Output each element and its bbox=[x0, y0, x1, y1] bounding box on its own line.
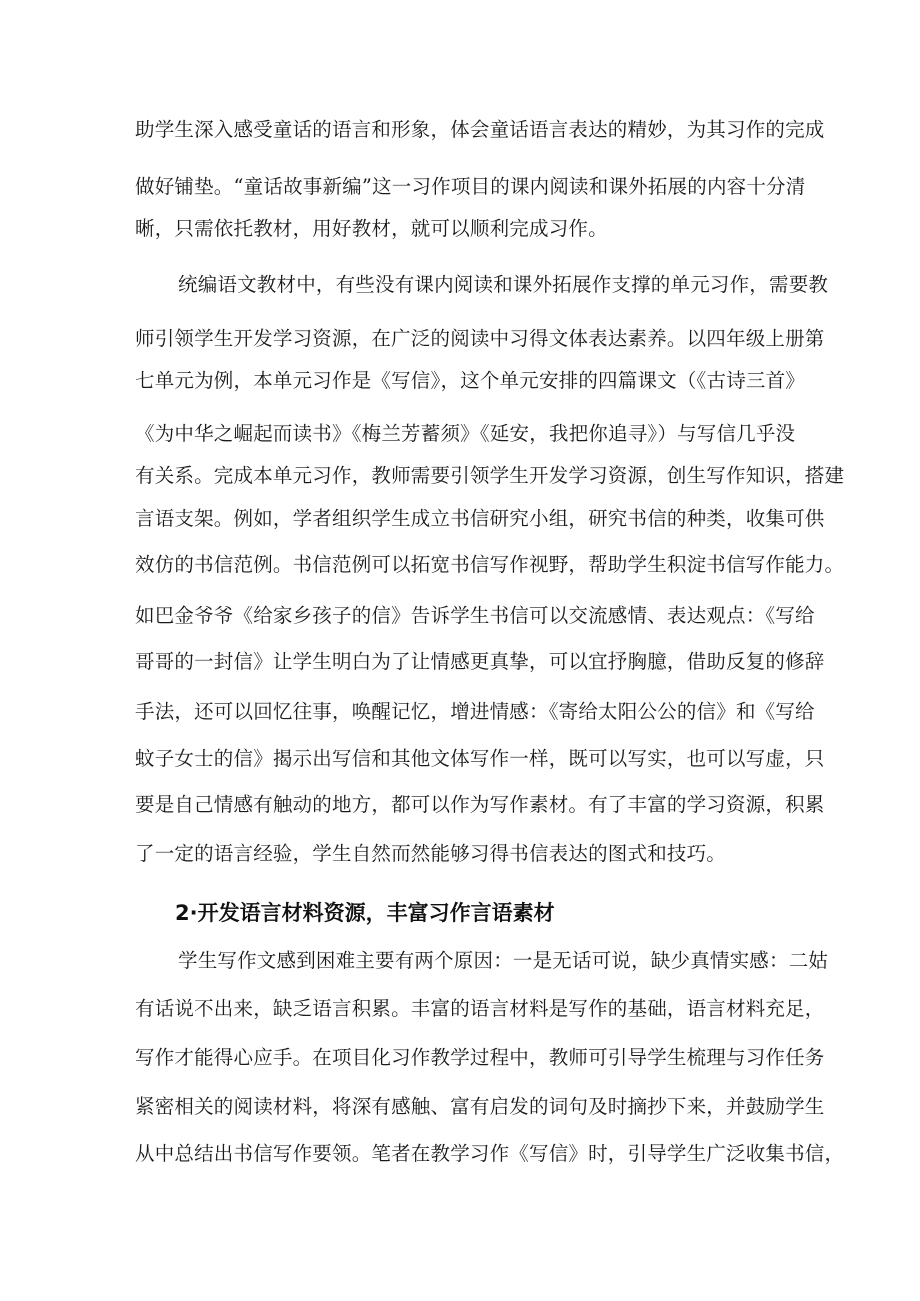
paragraph-2-line-7: 效仿的书信范例。书信范例可以拓宽书信写作视野，帮助学生积淀书信写作能力。 bbox=[135, 553, 845, 576]
paragraph-2-line-6: 言语支架。例如，学者组织学生成立书信研究小组，研究书信的种类，收集可供 bbox=[135, 507, 825, 530]
paragraph-2-line-5: 有关系。完成本单元习作，教师需要引领学生开发学习资源，创生写作知识，搭建 bbox=[135, 464, 845, 487]
paragraph-2-line-2: 师引领学生开发学习资源，在广泛的阅读中习得文体表达素养。以四年级上册第 bbox=[135, 327, 825, 350]
paragraph-2-line-1: 统编语文教材中，有些没有课内阅读和课外拓展作支撑的单元习作，需要教 bbox=[178, 273, 829, 296]
paragraph-2-line-9: 哥哥的一封信》让学生明白为了让情感更真挚，可以宜抒胸臆，借助反复的修辞 bbox=[135, 650, 825, 673]
paragraph-2-line-3: 七单元为例，本单元习作是《写信》，这个单元安排的四篇课文（《古诗三首》 bbox=[135, 369, 806, 392]
paragraph-1-line-2: 做好铺垫。“童话故事新编”这一习作项目的课内阅读和课外拓展的内容十分清 bbox=[135, 175, 806, 198]
paragraph-2-line-11: 蚊子女士的信》揭示出写信和其他文体写作一样，既可以写实，也可以写虚，只 bbox=[135, 747, 825, 770]
paragraph-3-line-3: 写作才能得心应手。在项目化习作教学过程中，教师可引导学生梳理与习作任务 bbox=[135, 1046, 825, 1069]
paragraph-3-line-2: 有话说不出来，缺乏语言积累。丰富的语言材料是写作的基础，语言材料充足， bbox=[135, 997, 825, 1020]
paragraph-3-line-4: 紧密相关的阅读材料，将深有感触、富有启发的词句及时摘抄下来，并鼓励学生 bbox=[135, 1095, 825, 1118]
paragraph-1-line-3: 晰，只需依托教材，用好教材，就可以顺利完成习作。 bbox=[135, 217, 608, 240]
paragraph-1-line-1: 助学生深入感受童话的语言和形象，体会童话语言表达的精妙，为其习作的完成 bbox=[135, 118, 825, 141]
paragraph-2-line-12: 要是自己情感有触动的地方，都可以作为写作素材。有了丰富的学习资源，积累 bbox=[135, 793, 825, 816]
paragraph-3-line-5: 从中总结出书信写作要领。笔者在教学习作《写信》时，引导学生广泛收集书信， bbox=[135, 1142, 845, 1165]
section-heading: 2·开发语言材料资源，丰富习作言语素材 bbox=[175, 901, 555, 925]
paragraph-2-line-4: 《为中华之崛起而读书》《梅兰芳蓄须》《延安，我把你追寻》）与写信几乎没 bbox=[135, 422, 796, 445]
paragraph-2-line-8: 如巴金爷爷《给家乡孩子的信》告诉学生书信可以交流感情、表达观点：《写给 bbox=[135, 604, 815, 627]
paragraph-2-line-13: 了一定的语言经验，学生自然而然能够习得书信表达的图式和技巧。 bbox=[135, 842, 727, 865]
paragraph-2-line-10: 手法，还可以回忆往事，唤醒记忆，增进情感：《寄给太阳公公的信》和《写给 bbox=[135, 700, 815, 723]
paragraph-3-line-1: 学生写作文感到困难主要有两个原因：一是无话可说，缺少真情实感：二姑 bbox=[178, 949, 829, 972]
